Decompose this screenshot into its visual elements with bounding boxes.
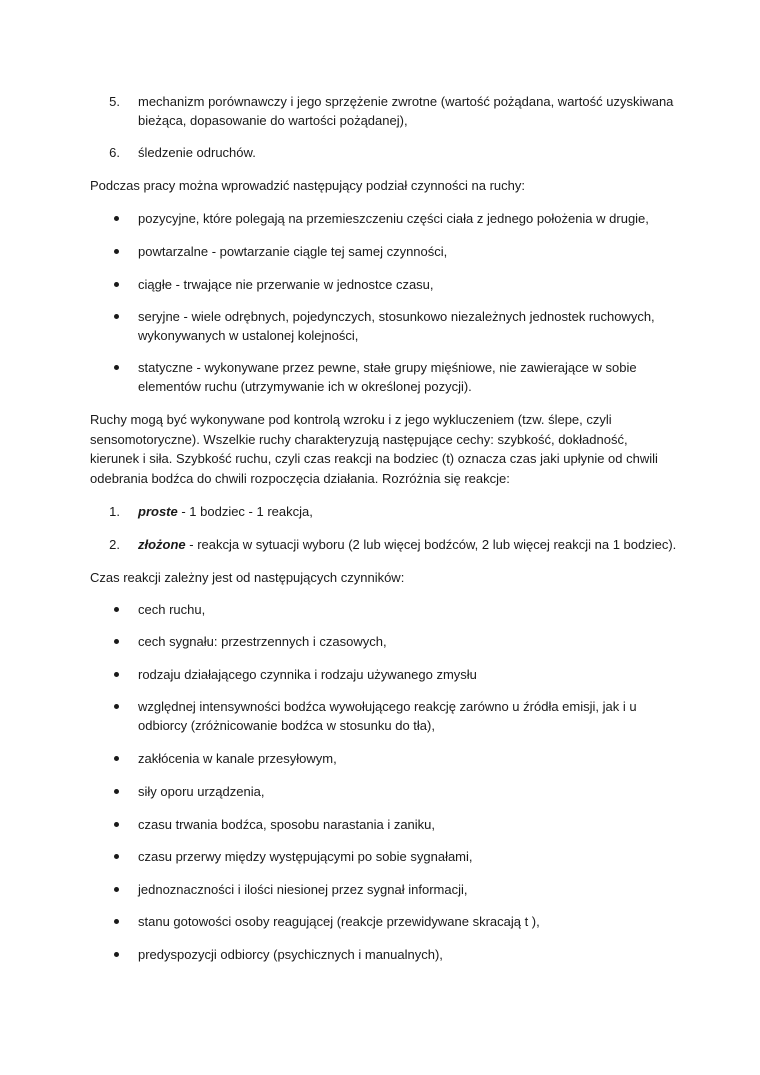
bullet-icon bbox=[114, 607, 119, 612]
bullet-icon bbox=[114, 249, 119, 254]
bullet-item bbox=[90, 749, 680, 768]
list-item-text: jednoznaczności i ilości niesionej przez sygnał informacji, bbox=[138, 882, 468, 897]
list-number: 5. bbox=[109, 94, 120, 109]
bullet-item bbox=[90, 847, 680, 866]
paragraph-speed: Ruchy mogą być wykonywane pod kontrolą wzroku i z jego wykluczeniem (tzw. ślepe, czyli sensomotoryczne). Wszelkie ruchy charakteryzują następujące cechy: szybkość, dokładność, kierunek i siła. Szybkość ruchu, czyli czas reakcji na bodziec (t) oznacza czas jaki upłynie od chwili odebrania bodźca do chwili rozpoczęcia działania. Rozróżnia się reakcje: bbox=[90, 412, 658, 486]
list-item-text: cech sygnału: przestrzennych i czasowych, bbox=[138, 634, 387, 649]
bullet-item bbox=[90, 880, 680, 899]
bullet-item bbox=[90, 815, 680, 834]
list-item-text: śledzenie odruchów. bbox=[138, 145, 256, 160]
list-item-text: mechanizm porównawczy i jego sprzężenie zwrotne (wartość pożądana, wartość uzyskiwana bieżąca, dopasowanie do wartości pożądanej), bbox=[138, 94, 674, 128]
term-description: - 1 bodziec - 1 reakcja, bbox=[177, 504, 313, 519]
bullet-item bbox=[90, 945, 680, 964]
bullet-icon bbox=[114, 887, 119, 892]
list-item-text: czasu trwania bodźca, sposobu narastania i zaniku, bbox=[138, 817, 436, 832]
bullet-icon bbox=[114, 704, 119, 709]
list-item-text: rodzaju działającego czynnika i rodzaju używanego zmysłu bbox=[138, 667, 477, 682]
list-item-text: cech ruchu, bbox=[138, 602, 206, 617]
bullet-item bbox=[90, 600, 680, 619]
bullet-icon bbox=[114, 639, 119, 644]
bullet-icon bbox=[114, 365, 119, 370]
bullet-item bbox=[90, 275, 680, 294]
bullet-item bbox=[90, 697, 680, 735]
bullet-item bbox=[90, 209, 680, 228]
paragraph-factors-intro: Czas reakcji zależny jest od następujących czynników: bbox=[90, 570, 405, 585]
bullet-item bbox=[90, 632, 680, 651]
bullet-item bbox=[90, 307, 680, 345]
list-item-text: pozycyjne, które polegają na przemieszczeniu części ciała z jednego położenia w drugie, bbox=[138, 211, 649, 226]
bullet-item bbox=[90, 912, 680, 931]
list-number: 1. bbox=[109, 504, 120, 519]
reaction-item-simple bbox=[90, 502, 680, 521]
bullet-icon bbox=[114, 314, 119, 319]
list-item-text bbox=[138, 502, 680, 521]
bullet-icon bbox=[114, 789, 119, 794]
list-item-text: względnej intensywności bodźca wywołującego reakcję zarówno u źródła emisji, jak i u odbiorcy (zróżnicowanie bodźca w stosunku do tła), bbox=[138, 699, 637, 733]
list-item-text: zakłócenia w kanale przesyłowym, bbox=[138, 751, 337, 766]
list-item-text: stanu gotowości osoby reagującej (reakcje przewidywane skracają t ), bbox=[138, 914, 540, 929]
bullet-item bbox=[90, 242, 680, 261]
list-number: 6. bbox=[109, 145, 120, 160]
term-description: - reakcja w sytuacji wyboru (2 lub więcej bodźców, 2 lub więcej reakcji na 1 bodziec). bbox=[185, 537, 677, 552]
list-item-text bbox=[138, 535, 680, 554]
reaction-item-complex bbox=[90, 535, 680, 554]
bullet-icon bbox=[114, 282, 119, 287]
bullet-item bbox=[90, 358, 680, 396]
paragraph-movements-intro: Podczas pracy można wprowadzić następujący podział czynności na ruchy: bbox=[90, 178, 525, 193]
bullet-icon bbox=[114, 756, 119, 761]
numbered-item-6 bbox=[90, 143, 680, 162]
list-item-text: powtarzalne - powtarzanie ciągle tej samej czynności, bbox=[138, 244, 448, 259]
bullet-icon bbox=[114, 854, 119, 859]
term-bold-italic: proste bbox=[138, 504, 178, 519]
bullet-icon bbox=[114, 919, 119, 924]
list-item-text: statyczne - wykonywane przez pewne, stałe grupy mięśniowe, nie zawierające w sobie elementów ruchu (utrzymywanie ich w określonej pozycji). bbox=[138, 360, 637, 394]
term-bold-italic: złożone bbox=[138, 537, 186, 552]
bullet-icon bbox=[114, 216, 119, 221]
bullet-item bbox=[90, 665, 680, 684]
numbered-item-5 bbox=[90, 92, 680, 130]
list-item-text: seryjne - wiele odrębnych, pojedynczych, stosunkowo niezależnych jednostek ruchowych, wykonywanych w ustalonej kolejności, bbox=[138, 309, 655, 343]
bullet-icon bbox=[114, 952, 119, 957]
list-item-text: czasu przerwy między występującymi po sobie sygnałami, bbox=[138, 849, 473, 864]
list-item-text: ciągłe - trwające nie przerwanie w jednostce czasu, bbox=[138, 277, 434, 292]
bullet-item bbox=[90, 782, 680, 801]
list-item-text: siły oporu urządzenia, bbox=[138, 784, 265, 799]
list-item-text: predyspozycji odbiorcy (psychicznych i manualnych), bbox=[138, 947, 443, 962]
list-number: 2. bbox=[109, 537, 120, 552]
bullet-icon bbox=[114, 672, 119, 677]
bullet-icon bbox=[114, 822, 119, 827]
